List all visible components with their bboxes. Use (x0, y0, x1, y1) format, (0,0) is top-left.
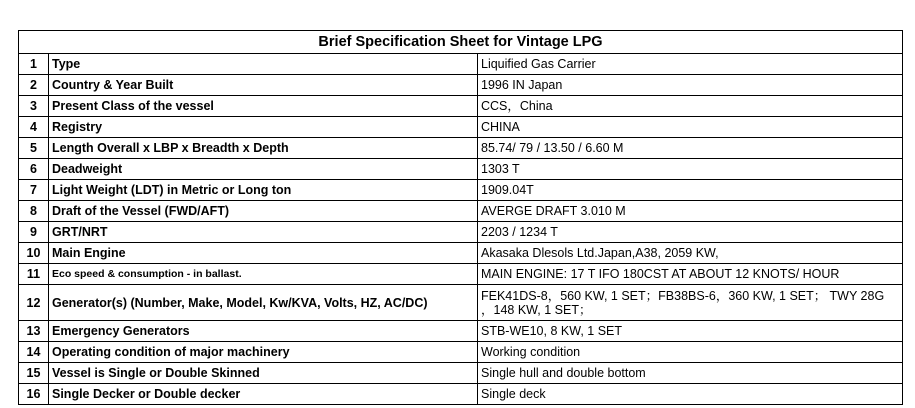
row-number: 8 (19, 201, 49, 222)
row-label: Eco speed & consumption - in ballast. (49, 264, 478, 285)
row-number: 4 (19, 117, 49, 138)
row-value: CHINA (478, 117, 903, 138)
row-number: 11 (19, 264, 49, 285)
table-row (19, 363, 903, 384)
row-value: Akasaka Dlesols Ltd.Japan,A38, 2059 KW, (478, 243, 903, 264)
table-row (19, 321, 903, 342)
row-label: Vessel is Single or Double Skinned (49, 363, 478, 384)
row-value: 1996 IN Japan (478, 75, 903, 96)
row-label: Light Weight (LDT) in Metric or Long ton (49, 180, 478, 201)
row-number: 7 (19, 180, 49, 201)
row-number: 16 (19, 384, 49, 405)
table-title-row (19, 31, 903, 54)
row-number: 3 (19, 96, 49, 117)
table-row (19, 222, 903, 243)
row-label: Operating condition of major machinery (49, 342, 478, 363)
row-value: 85.74/ 79 / 13.50 / 6.60 M (478, 138, 903, 159)
row-value: AVERGE DRAFT 3.010 M (478, 201, 903, 222)
table-row (19, 159, 903, 180)
row-value: Single hull and double bottom (478, 363, 903, 384)
specification-table (18, 30, 903, 405)
table-row (19, 342, 903, 363)
row-value: 2203 / 1234 T (478, 222, 903, 243)
table-row (19, 54, 903, 75)
row-value: Working condition (478, 342, 903, 363)
row-label: GRT/NRT (49, 222, 478, 243)
table-row (19, 117, 903, 138)
row-value: 1909.04T (478, 180, 903, 201)
row-number: 1 (19, 54, 49, 75)
row-value: 1303 T (478, 159, 903, 180)
row-number: 14 (19, 342, 49, 363)
sheet-title: Brief Specification Sheet for Vintage LPG (19, 31, 903, 54)
row-number: 10 (19, 243, 49, 264)
row-value: STB-WE10, 8 KW, 1 SET (478, 321, 903, 342)
row-label: Length Overall x LBP x Breadth x Depth (49, 138, 478, 159)
row-number: 5 (19, 138, 49, 159)
row-label: Country & Year Built (49, 75, 478, 96)
row-label: Draft of the Vessel (FWD/AFT) (49, 201, 478, 222)
row-label: Single Decker or Double decker (49, 384, 478, 405)
table-row (19, 180, 903, 201)
table-row (19, 75, 903, 96)
table-row (19, 96, 903, 117)
row-label: Registry (49, 117, 478, 138)
row-label: Present Class of the vessel (49, 96, 478, 117)
row-value: CCS，China (478, 96, 903, 117)
table-row (19, 264, 903, 285)
row-label: Deadweight (49, 159, 478, 180)
row-label: Main Engine (49, 243, 478, 264)
row-label: Generator(s) (Number, Make, Model, Kw/KVA, Volts, HZ, AC/DC) (49, 285, 478, 321)
row-value: Single deck (478, 384, 903, 405)
row-value: FEK41DS-8，560 KW, 1 SET；FB38BS-6，360 KW, 1 SET； TWY 28G ，148 KW, 1 SET； (478, 285, 903, 321)
row-number: 15 (19, 363, 49, 384)
table-row (19, 243, 903, 264)
row-number: 6 (19, 159, 49, 180)
table-row (19, 384, 903, 405)
row-value: MAIN ENGINE: 17 T IFO 180CST AT ABOUT 12 KNOTS/ HOUR (478, 264, 903, 285)
row-number: 13 (19, 321, 49, 342)
row-value: Liquified Gas Carrier (478, 54, 903, 75)
row-number: 12 (19, 285, 49, 321)
table-row (19, 201, 903, 222)
table-row (19, 285, 903, 321)
row-number: 2 (19, 75, 49, 96)
row-number: 9 (19, 222, 49, 243)
table-row (19, 138, 903, 159)
row-label: Type (49, 54, 478, 75)
row-label: Emergency Generators (49, 321, 478, 342)
